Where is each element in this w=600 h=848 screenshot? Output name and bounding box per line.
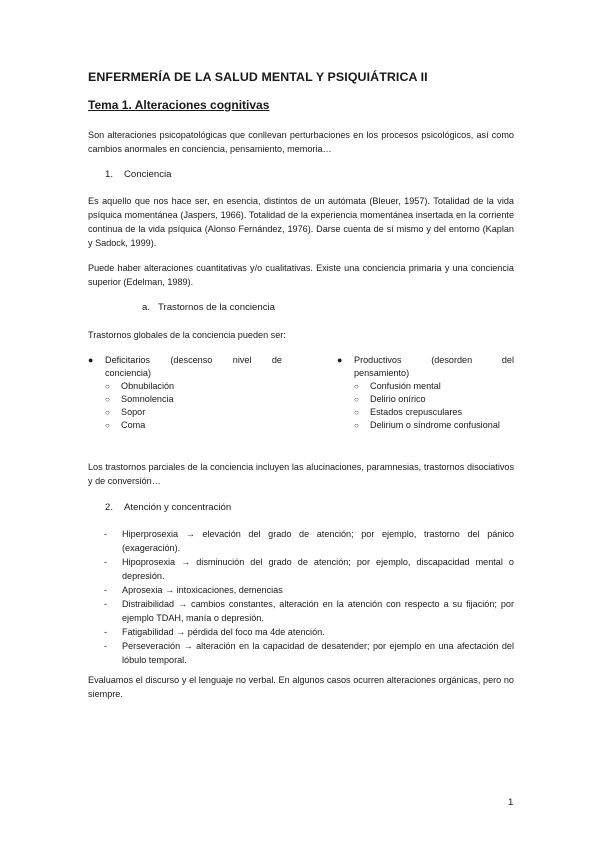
list-item: ○ Delirium o síndrome confusional: [354, 420, 500, 430]
section-2-title: Atención y concentración: [124, 502, 232, 513]
list-item: ○ Somnolencia: [105, 394, 174, 404]
subsection-closing: Los trastornos parciales de la conciencia incluyen las alucinaciones, paramnesias, trastornos disociativos y de conversión…: [88, 462, 514, 486]
section-2-closing: Evaluamos el discurso y el lenguaje no verbal. En algunos casos ocurren alteraciones orgánicas, pero no siempre.: [88, 675, 514, 699]
attention-list: [88, 527, 514, 667]
list-item: - Hipoprosexia → disminución del grado de atención; por ejemplo, discapacidad mental o depresión.: [104, 557, 514, 581]
circle-bullet-icon: ○: [354, 421, 359, 430]
subsection-a-letter: a.: [142, 302, 151, 313]
productivos-list: [337, 380, 514, 432]
circle-bullet-icon: ○: [105, 421, 110, 430]
list-item: - Fatigabilidad → pérdida del foco ma 4de atención.: [104, 627, 325, 637]
productivos-column: [337, 354, 514, 432]
subsection-a-title: Trastornos de la conciencia: [158, 302, 275, 313]
circle-bullet-icon: ○: [354, 382, 359, 391]
bullet-dot-icon: ●: [337, 355, 343, 365]
deficitarios-column: [88, 354, 282, 432]
section-1-title: Conciencia: [124, 169, 172, 180]
circle-bullet-icon: ○: [105, 395, 110, 404]
list-item: ○ Delirio onírico: [354, 394, 426, 404]
list-item: - Perseveración → alteración en la capacidad de desatender; por ejemplo en una afectación del lóbulo temporal.: [104, 641, 514, 665]
circle-bullet-icon: ○: [354, 395, 359, 404]
productivos-label-line2: pensamiento): [354, 368, 410, 378]
list-item: ○ Coma: [105, 420, 146, 430]
list-item: - Hiperprosexia → elevación del grado de atención; por ejemplo, trastorno del pánico (exageración).: [104, 529, 514, 553]
deficitarios-bullet: [88, 354, 282, 380]
section-2-number: 2.: [105, 502, 114, 513]
deficitarios-label-line2: conciencia): [105, 368, 151, 378]
circle-bullet-icon: ○: [354, 408, 359, 417]
deficitarios-list: [88, 380, 282, 432]
circle-bullet-icon: ○: [105, 408, 110, 417]
page-number: 1: [508, 797, 514, 808]
section-1-paragraph-2: Puede haber alteraciones cuantitativas y/o cualitativas. Existe una conciencia primaria y una conciencia superior (Edelman, 1989).: [88, 263, 514, 287]
bullet-dot-icon: ●: [88, 355, 94, 365]
document-title: ENFERMERÍA DE LA SALUD MENTAL Y PSIQUIÁTRICA II: [88, 70, 428, 84]
productivos-bullet: [337, 354, 514, 380]
section-1-heading: [105, 169, 171, 180]
list-item: - Distraibilidad → cambios constantes, alteración en la atención con respecto a su fijación; por ejemplo TDAH, manía o depresión.: [104, 599, 514, 623]
subsection-lead: Trastornos globales de la conciencia pueden ser:: [88, 330, 286, 340]
list-item: ○ Sopor: [105, 407, 146, 417]
list-item: ○ Obnubilación: [105, 381, 175, 391]
list-item: ○ Estados crepusculares: [354, 407, 462, 417]
section-1-paragraph-1: Es aquello que nos hace ser, en esencia, distintos de un autómata (Bleuer, 1957). Totalidad de la vida psíquica momentánea (Jaspers, 1966). Totalidad de la experiencia momentánea insertada en la corriente continua de la vida psíquica (Alonso Fernández, 1976). Darse cuenta de sí mismo y del entorno (Kaplan y Sadock, 1999).: [88, 196, 514, 248]
section-1-number: 1.: [105, 169, 114, 180]
intro-paragraph: Son alteraciones psicopatológicas que conllevan perturbaciones en los procesos psicológicos, así como cambios anormales en conciencia, pensamiento, memoria…: [88, 130, 514, 154]
circle-bullet-icon: ○: [105, 382, 110, 391]
topic-title: Tema 1. Alteraciones cognitivas: [88, 98, 270, 112]
list-item: ○ Confusión mental: [354, 381, 441, 391]
deficitarios-label-line1: Deficitarios (descenso nivel de: [105, 355, 282, 365]
section-2-heading: [105, 502, 231, 513]
list-item: - Aprosexia → intoxicaciones, demencias: [104, 585, 283, 595]
productivos-label-line1: Productivos (desorden del: [354, 355, 514, 365]
subsection-a-heading: [142, 302, 275, 313]
